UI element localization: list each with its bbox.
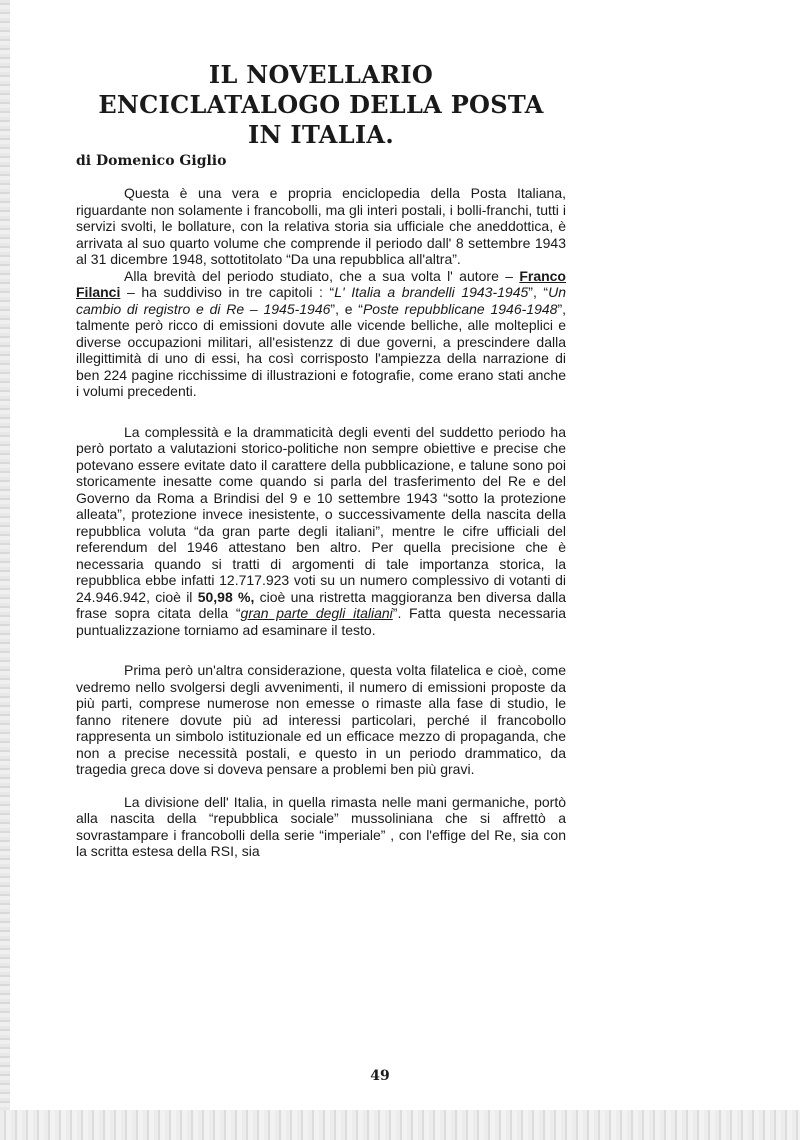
title-line-1: IL NOVELLARIO xyxy=(208,60,434,89)
article-author: di Domenico Giglio xyxy=(76,153,227,169)
p3-text-b: cioè una ristretta maggioranza ben diversa dalla frase sopra citata della “ xyxy=(76,588,567,621)
paragraph-spacer xyxy=(76,638,566,662)
page-number: 49 xyxy=(370,1068,390,1084)
p2-text-c: ”, “ xyxy=(528,284,549,300)
paragraph-spacer xyxy=(76,400,566,424)
paragraph-4: Prima però un'altra considerazione, questa volta filatelica e cioè, come vedremo nello svolgersi degli avvenimenti, il numero di emissioni proposte da più parti, comprese numerose non emesse o rimaste alla fase di studio, le fanno ritenere dovute più ad interessi particolari, perché il francobollo rappresenta un simbolo istituzionale ed un efficace mezzo di propaganda, che non a precise necessità postali, e questo in un periodo drammatico, da tragedia greca dove si doveva pensare a problemi ben più gravi. xyxy=(76,662,566,777)
scan-edge-bottom xyxy=(0,1110,800,1140)
quoted-phrase: gran parte degli italiani xyxy=(240,605,393,621)
p2-text-d: ”, e “ xyxy=(330,300,363,317)
vote-percentage: 50,98 %, xyxy=(197,588,255,605)
paragraph-spacer xyxy=(76,778,566,794)
p3-text-a: La complessità e la drammaticità degli eventi del suddetto periodo ha però portato a valutazioni storico-politiche non sempre obiettive e precise che potevano essere evitate dato il carattere della pubblicazione, e talune sono poi storicamente inesatte come quando si parla del trasferimento del Re e del Governo da Roma a Brindisi del 9 e 10 settembre 1943 “sotto la protezione alleata”, protezione invece inesistente, o successivamente della nascita della repubblica voluta “da gran parte degli italiani”, mentre le cifre ufficiali del referendum del 1946 attestano ben altro. Per quella precisione che è necessaria quando si tratti di argomenti di tale importanza storica, la repubblica ebbe infatti 12.717.923 voti su un numero complessivo di votanti di 24.946.942, cioè il xyxy=(76,423,566,605)
title-line-3: IN ITALIA. xyxy=(248,120,394,149)
p2-text-e: ”, talmente però ricco di emissioni dovute alle vicende belliche, alle molteplici e diverse occupazioni militari, all'esistenzz di due governi, a prescindere dalla illegittimità di uno di essi, ha così corrisposto l'ampiezza della narrazione di ben 224 pagine ricchissime di illustrazioni e fotografie, come erano stati anche i volumi precedenti. xyxy=(76,300,566,399)
filanci-name: Franco Filanci xyxy=(76,267,566,300)
paragraph-3 xyxy=(76,424,566,639)
article xyxy=(76,60,566,860)
chapter-2-title: Un cambio di registro e di Re – 1945-1946 xyxy=(76,284,566,317)
paragraph-1: Questa è una vera e propria enciclopedia della Posta Italiana, riguardante non solamente i francobolli, ma gli interi postali, i bolli-franchi, tutti i servizi svolti, le bollature, con la relativa storia sia ufficiale che aneddottica, è arrivata al suo quarto volume che comprende il periodo dall' 8 settembre 1943 al 31 dicembre 1948, sottotitolato “Da una repubblica all'altra”. xyxy=(76,185,566,267)
p2-text-b: – ha suddiviso in tre capitoli : “ xyxy=(120,284,335,300)
p2-text-a: Alla brevità del periodo studiato, che a sua volta l' autore – xyxy=(124,267,520,284)
paragraph-2 xyxy=(76,268,566,400)
paragraph-5: La divisione dell' Italia, in quella rimasta nelle mani germaniche, portò alla nascita della “repubblica sociale” mussoliniana che si affrettò a sovrastampare i francobolli della serie “imperiale” , con l'effige del Re, sia con la scritta estesa della RSI, sia xyxy=(76,793,566,859)
p3-text-c: ”. Fatta questa necessaria puntualizzazione torniamo ad esaminare il testo. xyxy=(76,605,566,638)
article-title xyxy=(76,60,566,150)
scan-edge-left xyxy=(0,0,10,1140)
chapter-1-title: L' Italia a brandelli 1943-1945 xyxy=(334,284,529,300)
chapter-3-title: Poste repubblicane 1946-1948 xyxy=(362,300,558,317)
title-line-2: ENCICLATALOGO DELLA POSTA xyxy=(98,90,544,119)
